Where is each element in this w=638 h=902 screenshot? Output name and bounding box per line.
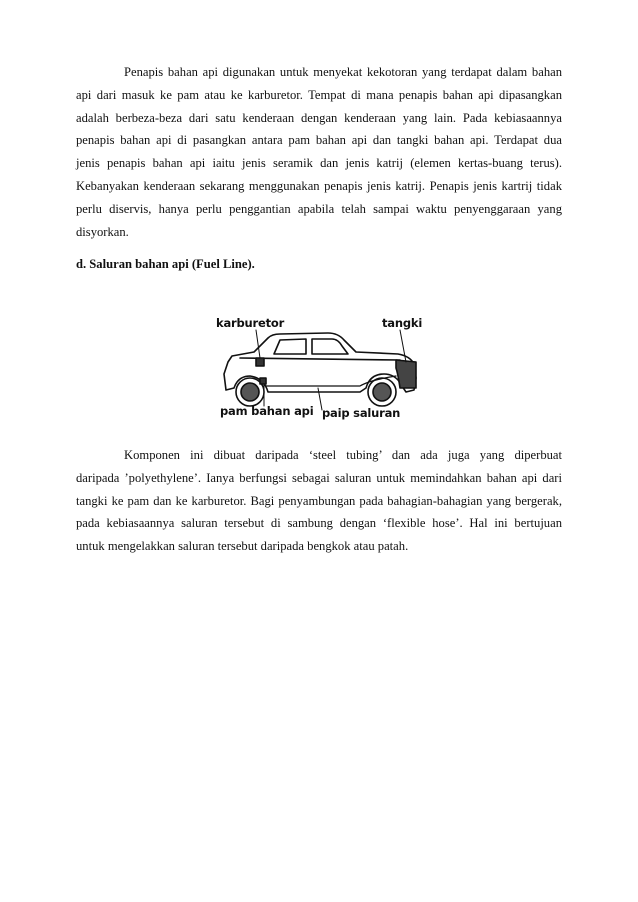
fuel-pump (260, 378, 266, 384)
paragraph-line: Penapis bahan api digunakan untuk menyekat kekotoran yang terdapat dalam bahan (124, 65, 562, 79)
paragraph-line: Kebanyakan kenderaan sekarang menggunakan penapis jenis katrij. Penapis jenis kartrij tidak (76, 178, 562, 193)
section-heading: d. Saluran bahan api (Fuel Line). (76, 257, 255, 271)
label-paip-saluran: paip saluran (322, 406, 401, 420)
label-tangki: tangki (382, 316, 423, 330)
fuel-tank (396, 360, 416, 388)
paragraph-line: untuk mengelakkan saluran tersebut daripada bengkok atau patah. (76, 539, 409, 554)
fuel-line-figure (210, 316, 430, 426)
paragraph-line: pada kebiasaannya saluran tersebut di sambung dengan ‘flexible hose’. Hal ini bertujuan (76, 516, 562, 531)
paragraph-line: Komponen ini dibuat daripada ‘steel tubing’ dan ada juga yang diperbuat (124, 448, 562, 462)
paragraph-line: api dari masuk ke pam atau ke karburetor. Tempat di mana penapis bahan api dipasangkan (76, 87, 562, 102)
car-window (274, 339, 306, 354)
leader-line (256, 330, 260, 358)
paragraph-line: jenis penapis bahan api iaitu jenis seramik dan jenis katrij (elemen kertas-buang terus). (76, 156, 562, 171)
paragraph-fuel-line (76, 444, 562, 558)
paragraph-line: disyorkan. (76, 224, 129, 239)
paragraph-line: penapis bahan api di pasangkan antara pam bahan api dan tangki bahan api. Terdapat dua (76, 133, 562, 148)
paragraph-line: tangki ke pam dan ke karburetor. Bagi penyambungan pada bahagian-bahagian yang bergerak, (76, 493, 562, 508)
car-window (312, 339, 348, 354)
paragraph-line: perlu diservis, hanya perlu penggantian apabila telah sampai waktu penyenggaraan yang (76, 201, 562, 216)
paragraph-line: adalah berbeza-beza dari satu kenderaan dengan kenderaan yang lain. Pada kebiasaannya (76, 110, 562, 125)
label-pam-bahan-api: pam bahan api (220, 404, 314, 418)
carburetor (256, 358, 264, 366)
paragraph-fuel-filter (76, 61, 562, 243)
label-karburetor: karburetor (216, 316, 285, 330)
leader-line (400, 330, 406, 362)
paragraph-line: daripada ’polyethylene’. Ianya berfungsi sebagai saluran untuk memindahkan bahan api dari (76, 470, 562, 485)
